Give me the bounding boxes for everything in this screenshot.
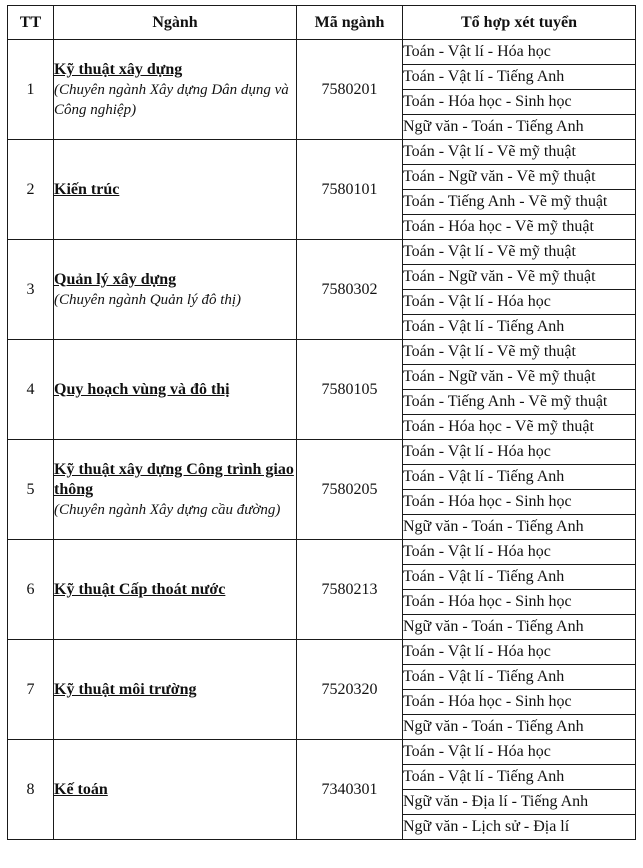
subject-combination: Toán - Hóa học - Sinh học: [403, 490, 636, 515]
row-number: 2: [8, 140, 54, 240]
subject-combination: Toán - Hóa học - Sinh học: [403, 590, 636, 615]
subject-combination: Toán - Vật lí - Tiếng Anh: [403, 65, 636, 90]
major-code: 7580213: [297, 540, 403, 640]
major-name: Kế toán: [54, 780, 108, 798]
subject-combination: Ngữ văn - Toán - Tiếng Anh: [403, 615, 636, 640]
major-code: 7340301: [297, 740, 403, 840]
major-cell: [54, 40, 297, 140]
header-major: Ngành: [54, 6, 297, 40]
major-code: 7580105: [297, 340, 403, 440]
subject-combination: Toán - Vật lí - Tiếng Anh: [403, 565, 636, 590]
major-name: Kỹ thuật môi trường: [54, 680, 197, 698]
subject-combination: Toán - Vật lí - Tiếng Anh: [403, 465, 636, 490]
major-code: 7580201: [297, 40, 403, 140]
row-number: 1: [8, 40, 54, 140]
major-cell: [54, 640, 297, 740]
table-row: [8, 540, 636, 565]
major-cell: [54, 540, 297, 640]
table-row: [8, 240, 636, 265]
subject-combination: Toán - Vật lí - Vẽ mỹ thuật: [403, 240, 636, 265]
subject-combination: Toán - Vật lí - Vẽ mỹ thuật: [403, 340, 636, 365]
subject-combination: Toán - Vật lí - Hóa học: [403, 440, 636, 465]
major-code: 7520320: [297, 640, 403, 740]
major-cell: [54, 740, 297, 840]
major-specialization: (Chuyên ngành Xây dựng cầu đường): [54, 501, 281, 518]
subject-combination: Toán - Tiếng Anh - Vẽ mỹ thuật: [403, 190, 636, 215]
row-number: 3: [8, 240, 54, 340]
major-code: 7580302: [297, 240, 403, 340]
row-number: 7: [8, 640, 54, 740]
major-name: Kiến trúc: [54, 180, 120, 198]
subject-combination: Ngữ văn - Lịch sử - Địa lí: [403, 815, 636, 840]
subject-combination: Ngữ văn - Toán - Tiếng Anh: [403, 115, 636, 140]
major-name: Quy hoạch vùng và đô thị: [54, 380, 230, 398]
table-body: [8, 40, 636, 840]
table-row: [8, 440, 636, 465]
subject-combination: Toán - Vật lí - Hóa học: [403, 740, 636, 765]
major-cell: [54, 440, 297, 540]
subject-combination: Toán - Vật lí - Tiếng Anh: [403, 665, 636, 690]
major-name: Kỹ thuật Cấp thoát nước: [54, 580, 226, 598]
row-number: 6: [8, 540, 54, 640]
major-name: Kỹ thuật xây dựng Công trình giao thông: [54, 460, 294, 498]
major-code: 7580205: [297, 440, 403, 540]
major-name: Kỹ thuật xây dựng: [54, 60, 183, 78]
table-row: [8, 740, 636, 765]
subject-combination: Toán - Hóa học - Sinh học: [403, 90, 636, 115]
table-row: [8, 40, 636, 65]
subject-combination: Toán - Hóa học - Vẽ mỹ thuật: [403, 415, 636, 440]
header-code: Mã ngành: [297, 6, 403, 40]
table-row: [8, 640, 636, 665]
major-cell: [54, 340, 297, 440]
subject-combination: Ngữ văn - Địa lí - Tiếng Anh: [403, 790, 636, 815]
major-code: 7580101: [297, 140, 403, 240]
subject-combination: Toán - Hóa học - Sinh học: [403, 690, 636, 715]
subject-combination: Toán - Vật lí - Hóa học: [403, 40, 636, 65]
admission-table: [7, 5, 636, 840]
row-number: 4: [8, 340, 54, 440]
subject-combination: Toán - Ngữ văn - Vẽ mỹ thuật: [403, 365, 636, 390]
subject-combination: Toán - Vật lí - Vẽ mỹ thuật: [403, 140, 636, 165]
row-number: 8: [8, 740, 54, 840]
header-row: [8, 6, 636, 40]
subject-combination: Toán - Ngữ văn - Vẽ mỹ thuật: [403, 165, 636, 190]
header-combos: Tổ hợp xét tuyển: [403, 6, 636, 40]
subject-combination: Ngữ văn - Toán - Tiếng Anh: [403, 515, 636, 540]
subject-combination: Toán - Vật lí - Tiếng Anh: [403, 315, 636, 340]
subject-combination: Toán - Hóa học - Vẽ mỹ thuật: [403, 215, 636, 240]
subject-combination: Toán - Vật lí - Hóa học: [403, 640, 636, 665]
subject-combination: Toán - Vật lí - Hóa học: [403, 290, 636, 315]
subject-combination: Toán - Ngữ văn - Vẽ mỹ thuật: [403, 265, 636, 290]
subject-combination: Ngữ văn - Toán - Tiếng Anh: [403, 715, 636, 740]
subject-combination: Toán - Vật lí - Tiếng Anh: [403, 765, 636, 790]
table-row: [8, 340, 636, 365]
row-number: 5: [8, 440, 54, 540]
major-cell: [54, 140, 297, 240]
major-specialization: (Chuyên ngành Xây dựng Dân dụng và Công nghiệp): [54, 81, 289, 118]
major-specialization: (Chuyên ngành Quản lý đô thị): [54, 291, 242, 308]
major-cell: [54, 240, 297, 340]
subject-combination: Toán - Vật lí - Hóa học: [403, 540, 636, 565]
table-row: [8, 140, 636, 165]
major-name: Quản lý xây dựng: [54, 270, 177, 288]
header-tt: TT: [8, 6, 54, 40]
subject-combination: Toán - Tiếng Anh - Vẽ mỹ thuật: [403, 390, 636, 415]
